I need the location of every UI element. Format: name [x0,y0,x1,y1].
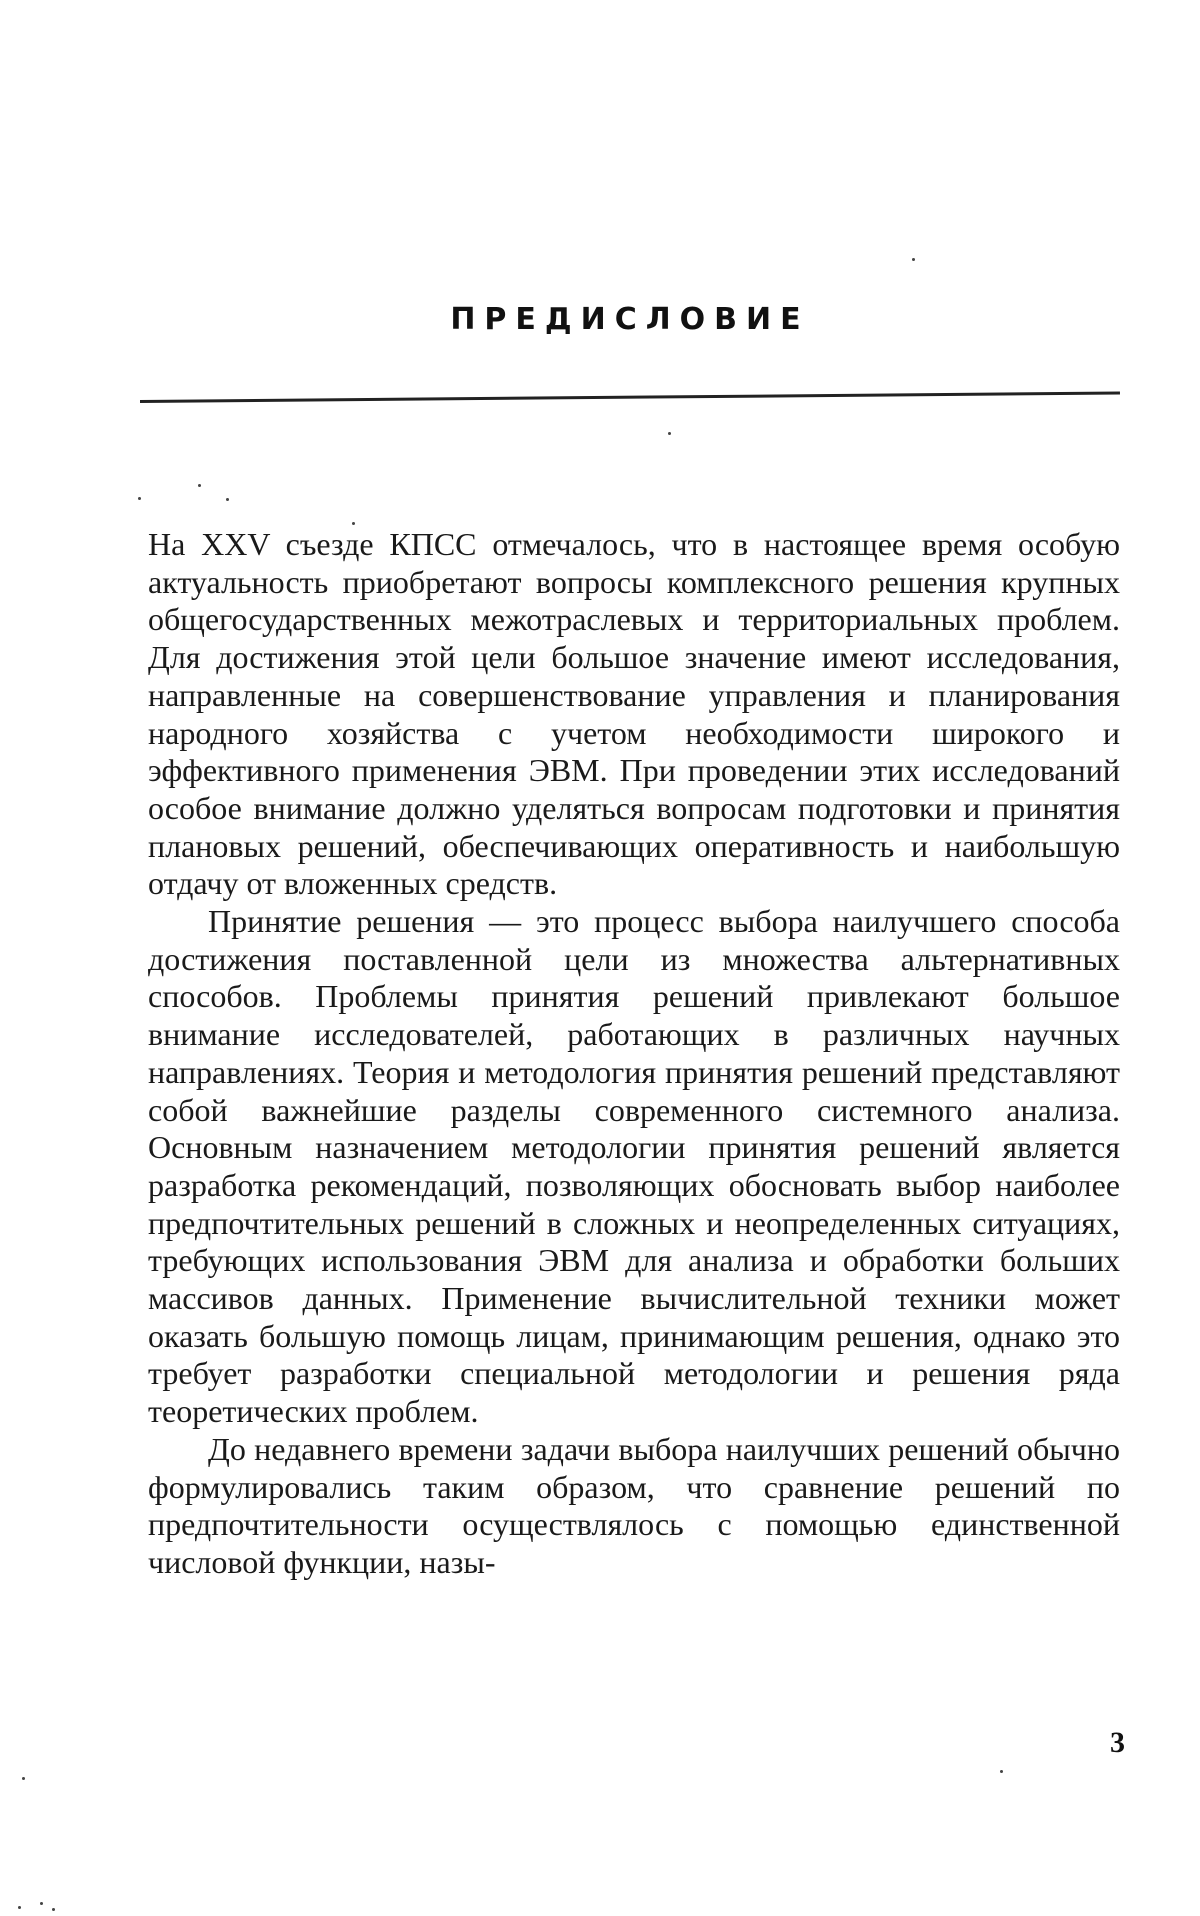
print-speck [18,1906,21,1909]
print-speck [138,497,141,500]
heading-rule [140,391,1120,403]
page-number: 3 [1110,1726,1125,1759]
paragraph-1: На XXV съезде КПСС отмечалось, что в настоящее время особую актуальность приобретают вопросы комплексного решения крупных общегосударственных межотраслевых и территориальных проблем. Для достижения этой цели большое значение имеют исследования, направленные на совершенствование управления и планирования народного хозяйства с учетом необходимости широкого и эффективного применения ЭВМ. При проведении этих исследований особое внимание должно уделяться вопросам подготовки и принятия плановых решений, обеспечивающих оперативность и наибольшую отдачу от вложенных средств. [148,526,1120,902]
print-speck [198,484,201,487]
print-speck [22,1777,25,1780]
paragraph-2: Принятие решения — это процесс выбора наилучшего способа достижения поставленной цели из множества альтернативных способов. Проблемы принятия решений привлекают большое внимание исследователей, работающих в различных научных направлениях. Теория и методология принятия решений представляют собой важнейшие разделы современного системного анализа. Основным назначением методологии принятия решений является разработка рекомендаций, позволяющих обосновать выбор наиболее предпочтительных решений в сложных и неопределенных ситуациях, требующих использования ЭВМ для анализа и обработки больших массивов данных. Применение вычислительной техники может оказать большую помощь лицам, принимающим решения, однако это требует разработки специальной методологии и решения ряда теоретических проблем. [148,903,1120,1430]
body-text [148,526,1120,1582]
paragraph-3: До недавнего времени задачи выбора наилучших решений обычно формулировались таким образом, что сравнение решений по предпочтительности осуществлялось с помощью единственной числовой функции, назы- [148,1430,1120,1580]
print-speck [352,522,355,525]
print-speck [40,1902,43,1905]
print-speck [912,258,915,261]
print-speck [1000,1770,1003,1773]
print-speck [52,1908,55,1911]
print-speck [668,432,671,435]
print-speck [226,498,229,501]
chapter-heading: ПРЕДИСЛОВИЕ [450,302,810,337]
